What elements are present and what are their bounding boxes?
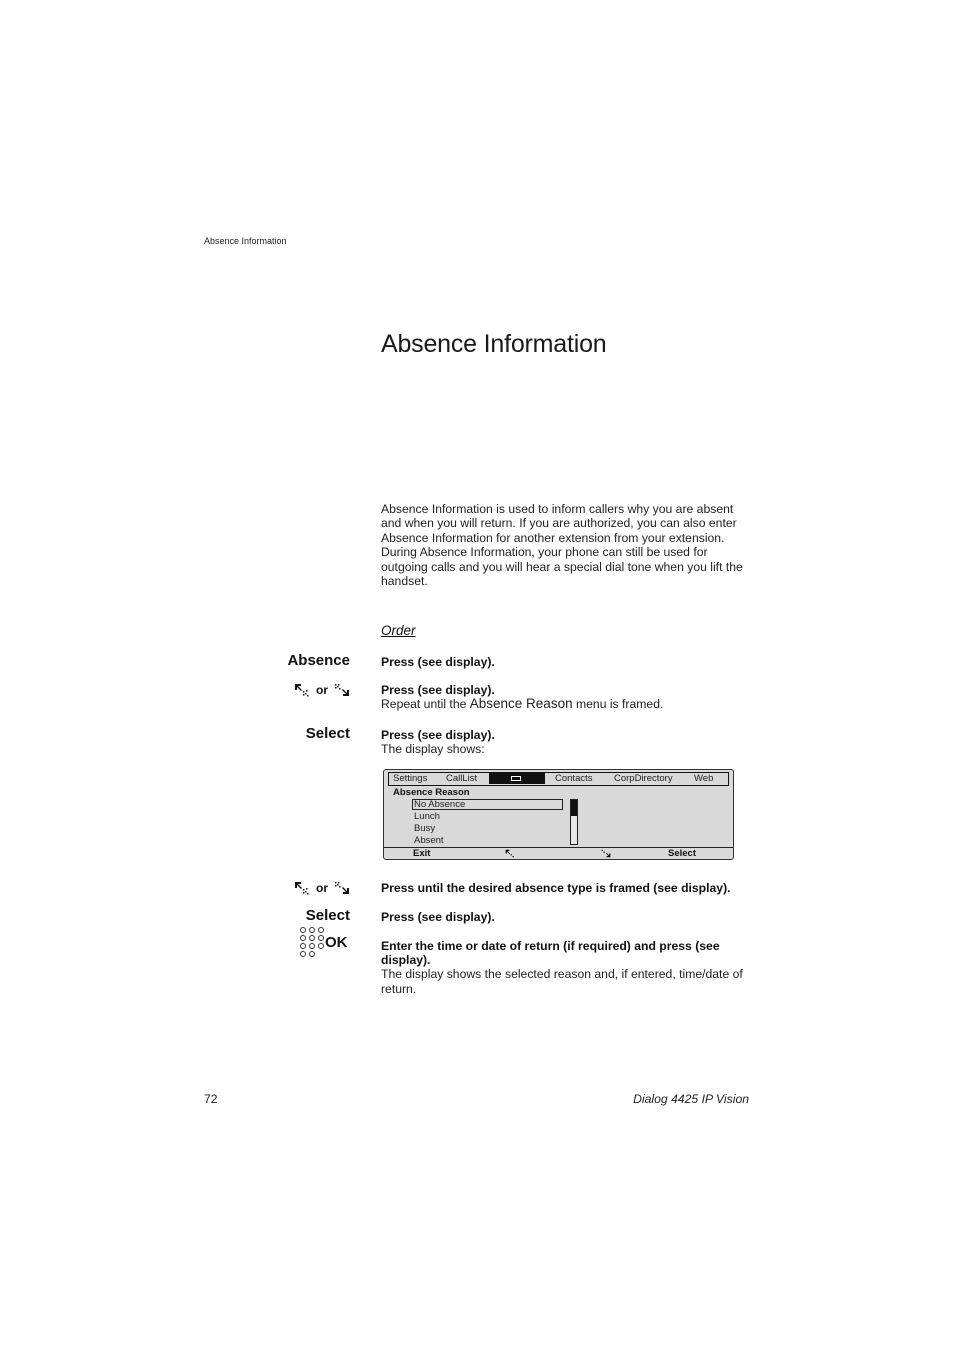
nav-up-icon xyxy=(294,683,310,697)
step-2-note-post: menu is framed. xyxy=(572,697,664,712)
step-5-instruction: Press (see display). xyxy=(381,910,495,924)
step-3 xyxy=(381,728,753,756)
softkey-bar xyxy=(384,847,733,858)
nav-down-icon xyxy=(334,683,350,697)
scrollbar-thumb xyxy=(571,800,577,816)
step-2 xyxy=(381,683,753,711)
nav-up-icon xyxy=(294,881,310,895)
nav-keys-1 xyxy=(294,683,350,697)
keypad-icon xyxy=(300,927,325,957)
select-key-label: Select xyxy=(305,907,350,924)
page-title: Absence Information xyxy=(381,330,607,358)
step-2-note-pre: Repeat until the xyxy=(381,697,470,712)
tab-calllist: CallList xyxy=(446,773,478,784)
display-menu-title: Absence Reason xyxy=(393,787,470,798)
nav-keys-2 xyxy=(294,881,350,895)
list-item: Lunch xyxy=(414,811,440,822)
tab-web: Web xyxy=(694,773,714,784)
or-label: or xyxy=(316,683,328,697)
intro-paragraph: Absence Information is used to inform callers why you are absent and when you will return. If you are authorized, you can also enter Absence Information for another extension from your extension. During Absence Information, your phone can still be used for outgoing calls and you will hear a special dial tone when you lift the handset. xyxy=(381,502,743,589)
step-4-instruction: Press until the desired absence type is framed (see display). xyxy=(381,881,731,895)
nav-down-icon xyxy=(334,881,350,895)
display-tab-icon xyxy=(511,776,521,781)
step-3-note: The display shows: xyxy=(381,742,485,757)
step-4 xyxy=(381,881,753,895)
step-1-instruction: Press (see display). xyxy=(381,655,495,669)
absence-key-label: Absence xyxy=(287,652,350,669)
step-2-instruction: Press (see display). xyxy=(381,683,495,697)
or-label: or xyxy=(316,881,328,895)
step-1 xyxy=(381,655,753,669)
step-3-instruction: Press (see display). xyxy=(381,728,495,742)
menu-name: Absence Reason xyxy=(469,696,573,712)
tab-contacts: Contacts xyxy=(555,773,593,784)
section-heading: Order xyxy=(381,623,416,638)
softkey-select: Select xyxy=(668,848,696,859)
tab-active xyxy=(489,773,545,784)
page-number: 72 xyxy=(204,1092,218,1106)
softkey-down-icon xyxy=(601,849,611,861)
step-6-instruction: Enter the time or date of return (if required) and press (see display). xyxy=(381,939,720,968)
softkey-up-icon xyxy=(505,849,515,861)
select-key-label: Select xyxy=(305,725,350,742)
display-tab-bar xyxy=(388,772,729,786)
list-item: No Absence xyxy=(414,799,466,810)
display-scrollbar xyxy=(570,799,578,845)
phone-display xyxy=(383,769,734,860)
running-header: Absence Information xyxy=(204,236,287,246)
softkey-exit: Exit xyxy=(413,848,431,859)
step-6 xyxy=(381,939,753,996)
ok-key-label: OK xyxy=(325,934,348,951)
tab-settings: Settings xyxy=(393,773,428,784)
step-6-note: The display shows the selected reason and, if entered, time/date of return. xyxy=(381,967,743,996)
tab-corpdirectory: CorpDirectory xyxy=(614,773,673,784)
product-name: Dialog 4425 IP Vision xyxy=(633,1092,749,1106)
list-item: Busy xyxy=(414,823,436,834)
list-item: Absent xyxy=(414,835,444,846)
step-5 xyxy=(381,910,753,924)
